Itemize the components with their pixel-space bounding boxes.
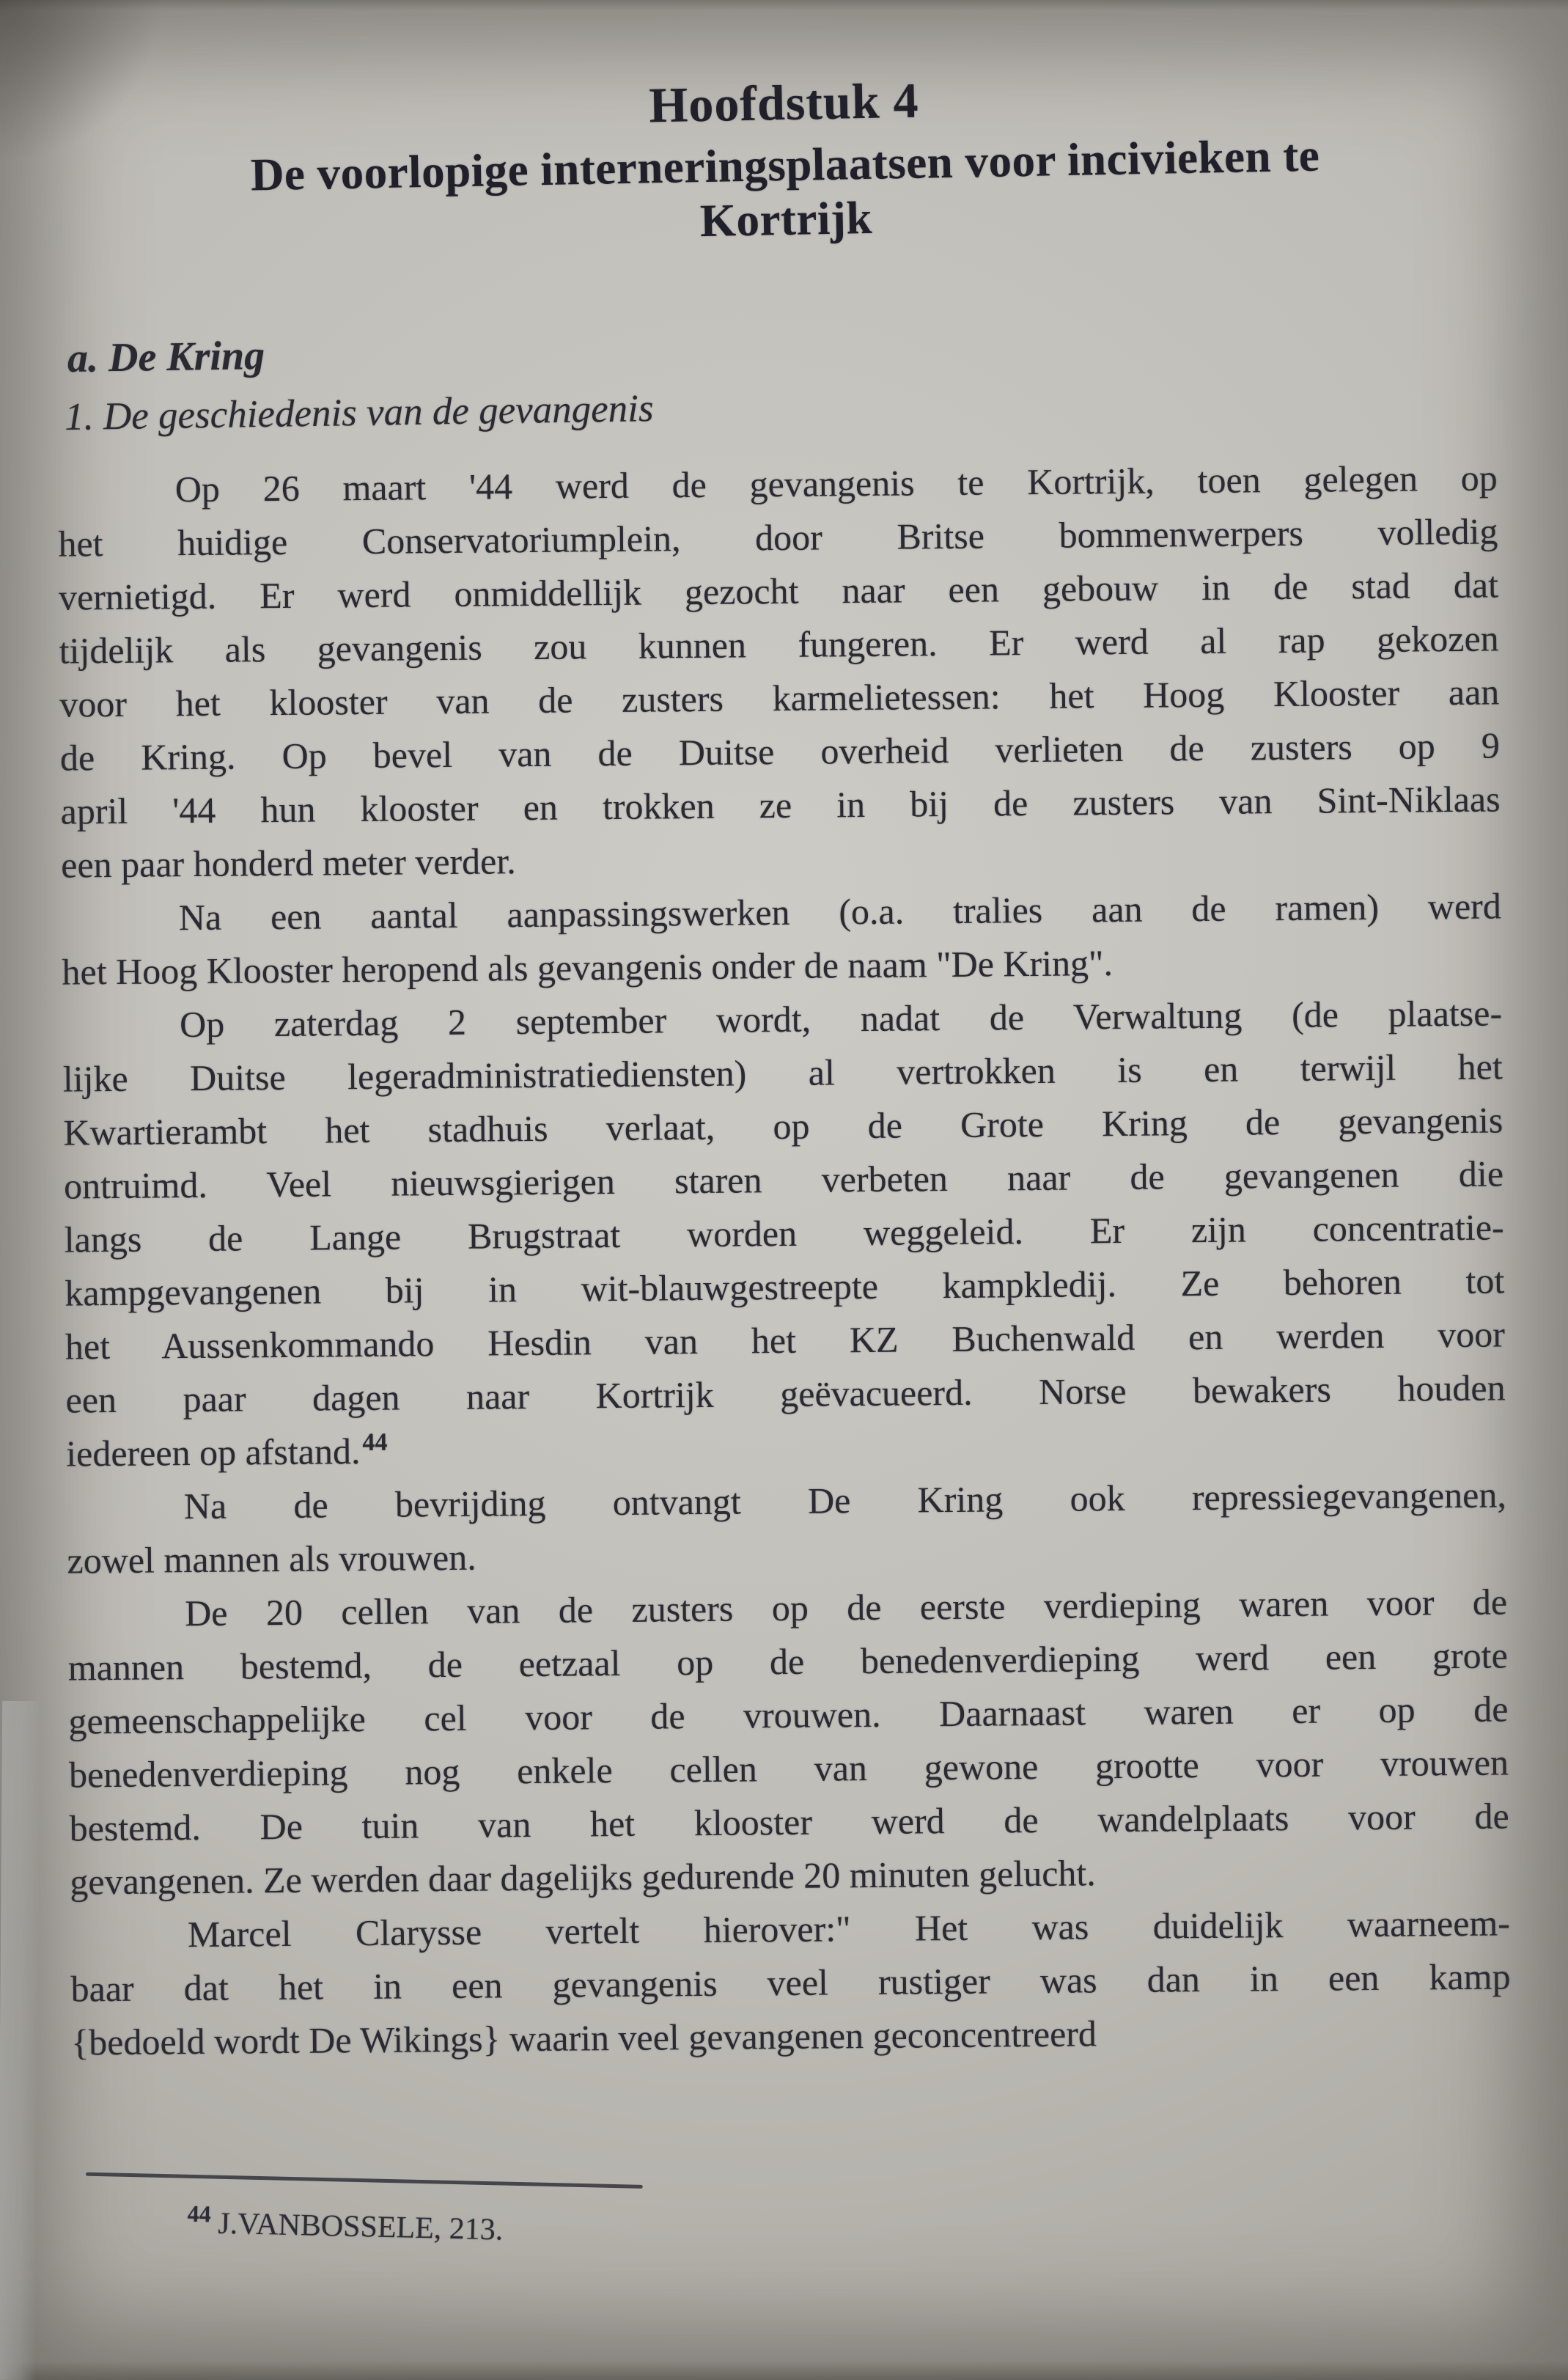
text-line: het Aussenkommando Hesdin van het KZ Buchenwald en werden voor xyxy=(65,1313,1506,1367)
body-text xyxy=(57,451,1511,2069)
text-line: vernietigd. Er werd onmiddellijk gezocht naar een gebouw in de stad dat xyxy=(58,564,1499,618)
footnote-area xyxy=(64,2172,1505,2271)
text-line: zowel mannen als vrouwen. xyxy=(67,1536,476,1582)
chapter-title-line-1: De voorlopige interneringsplaatsen voor incivieken te xyxy=(250,129,1320,201)
text-line: gevangenen. Ze werden daar dagelijks gedurende 20 minuten gelucht. xyxy=(70,1852,1097,1903)
paragraph xyxy=(67,1575,1510,1909)
paragraph xyxy=(57,451,1501,892)
text-line: een paar honderd meter verder. xyxy=(61,840,516,886)
text-line: gemeenschappelijke cel voor de vrouwen. Daarnaast waren er op de xyxy=(68,1688,1509,1742)
text-line: Op zaterdag 2 september wordt, nadat de Verwaltung (de plaatse- xyxy=(179,992,1503,1046)
footnote-marker: 44 xyxy=(187,2200,212,2227)
chapter-title-line-2: Kortrijk xyxy=(699,191,873,247)
text-line: bestemd. De tuin van het klooster werd de wandelplaats voor de xyxy=(69,1795,1509,1849)
text-line: tijdelijk als gevangenis zou kunnen fungeren. Er werd al rap gekozen xyxy=(59,617,1499,672)
footnote-divider xyxy=(86,2173,643,2189)
text-line: Marcel Clarysse vertelt hierover:" Het was duidelijk waarneem- xyxy=(187,1902,1511,1955)
paragraph xyxy=(67,1468,1507,1587)
text-line: lijke Duitse legeradministratiediensten) al vertrokken is en terwijl het xyxy=(62,1046,1503,1100)
footnote-reference: 44 xyxy=(362,1429,388,1457)
footnote xyxy=(187,2200,1504,2271)
text-line: Op 26 maart '44 werd de gevangenis te Kortrijk, toen gelegen op xyxy=(174,457,1498,510)
paragraph xyxy=(62,879,1502,999)
text-line: Na een aantal aanpassingswerken (o.a. tralies aan de ramen) werd xyxy=(178,885,1502,939)
paragraph xyxy=(70,1896,1512,2069)
text-line: het huidige Conservatoriumplein, door Britse bommenwerpers volledig xyxy=(58,510,1498,565)
chapter-header xyxy=(62,0,1506,260)
text-line: langs de Lange Brugstraat worden weggeleid. Er zijn concentratie- xyxy=(64,1206,1504,1260)
text-line: {bedoeld wordt De Wikings} waarin veel gevangenen geconcentreerd xyxy=(71,2013,1097,2063)
text-line: De 20 cellen van de zusters op de eerste verdieping waren voor de xyxy=(184,1581,1508,1634)
text-line: Kwartierambt het stadhuis verlaat, op de Grote Kring de gevangenis xyxy=(63,1099,1503,1153)
text-line: kampgevangenen bij in wit-blauwgestreepte kampkledij. Ze behoren tot xyxy=(65,1260,1505,1314)
section-heading: a. De Kring xyxy=(67,333,265,381)
text-line: iedereen op afstand.$^{44}$ xyxy=(66,1429,388,1474)
text-line: mannen bestemd, de eetzaal op de benedenverdieping werd een grote xyxy=(67,1634,1508,1689)
paragraph xyxy=(62,986,1506,1480)
text-line: het Hoog Klooster heropend als gevangenis onder de naam "De Kring". xyxy=(62,942,1114,993)
subsection-heading: 1. De geschiedenis van de gevangenis xyxy=(64,387,654,438)
text-line: april '44 hun klooster en trokken ze in bij de zusters van Sint-Niklaas xyxy=(60,778,1501,832)
text-line: Na de bevrijding ontvangt De Kring ook repressiegevangenen, xyxy=(183,1474,1507,1527)
page-content xyxy=(58,0,1511,2247)
text-line: voor het klooster van de zusters karmelietessen: het Hoog Klooster aan xyxy=(59,671,1500,725)
chapter-heading: Hoofdstuk 4 xyxy=(648,72,920,133)
text-line: baar dat het in een gevangenis veel rustiger was dan in een kamp xyxy=(70,1955,1511,2010)
text-line: ontruimd. Veel nieuwsgierigen staren verbeten naar de gevangenen die xyxy=(63,1153,1504,1207)
text-line: de Kring. Op bevel van de Duitse overheid verlieten de zusters op 9 xyxy=(59,724,1501,779)
footnote-text: J.VANBOSSELE, 213. xyxy=(217,2206,504,2247)
chapter-title xyxy=(65,125,1506,260)
text-line: benedenverdieping nog enkele cellen van gewone grootte voor vrouwen xyxy=(68,1741,1509,1796)
page-edge-highlight xyxy=(0,1701,40,2380)
text-line: een paar dagen naar Kortrijk geëvacueerd. Norse bewakers houden xyxy=(65,1367,1506,1421)
